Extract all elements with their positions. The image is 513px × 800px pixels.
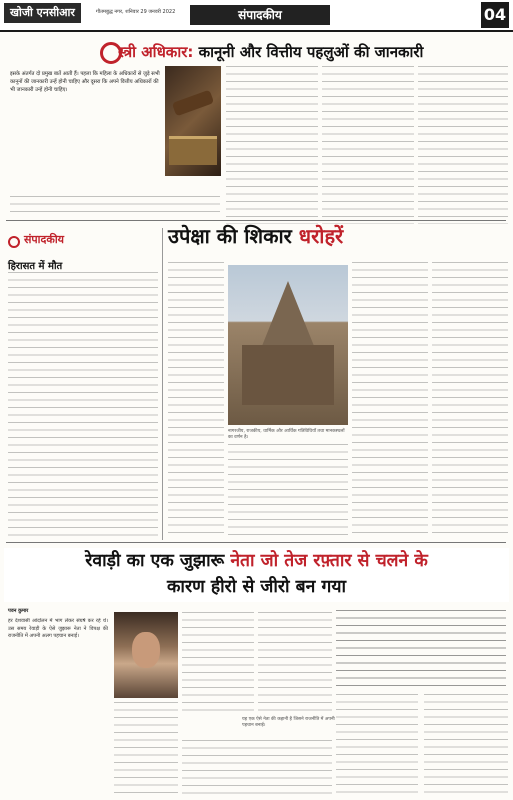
story1-headline-black: कानूनी और वित्तीय पहलुओं की जानकारी bbox=[198, 43, 424, 61]
story1-column-1 bbox=[226, 66, 318, 224]
editorial-subheading: हिरासत में मौत bbox=[8, 261, 63, 272]
editorial-dot-icon bbox=[8, 236, 20, 248]
story2-headline-black: उपेक्षा की शिकार bbox=[168, 224, 292, 248]
dateline: गौतमबुद्ध नगर, शनिवार 29 जनवरी 2022 bbox=[96, 9, 176, 15]
temple-spire-shape bbox=[260, 281, 316, 351]
story3-byline: पवन कुमार bbox=[8, 608, 29, 614]
story1-quote: इसके अंतर्गत दो प्रमुख बातें आती हैं। पहला कि महिला के अधिकारों से जुड़े सभी कानूनों की जानकारी उन्हें होनी चाहिए और दूसरा कि अपने वित्तीय अधिकारों की भी जानकारी उन्हें होनी चाहिए। bbox=[10, 71, 160, 94]
temple-photo-caption: नागरजीय, राजकीय, धार्मिक और आर्थिक गतिविधियाँ तथा मानकस्थलों का वर्णन है। bbox=[228, 429, 345, 440]
story2-column-1 bbox=[168, 262, 224, 538]
page-number: 04 bbox=[481, 2, 509, 28]
story1-column-2 bbox=[322, 66, 414, 224]
story2-headline bbox=[168, 222, 343, 249]
story3-column-5 bbox=[182, 740, 332, 794]
story1-column-3 bbox=[418, 66, 508, 224]
politician-portrait-photo bbox=[114, 612, 178, 698]
story1-headline bbox=[118, 42, 508, 62]
story1-headline-red: स्त्री अधिकार: bbox=[118, 43, 194, 61]
story2-column-3 bbox=[352, 262, 428, 538]
story2-headline-red: धरोहरें bbox=[298, 224, 344, 248]
story3-column-1: हर देशवासी आंदोलन में भाग लेकर संघर्ष कर रहे थे। उस समय रेवाड़ी के ऐसे जुझारू नेता ने विपक्ष की राजनीति में अपनी अलग पहचान बनाई। bbox=[8, 618, 108, 639]
temple-photo bbox=[228, 265, 348, 425]
section-divider-2 bbox=[6, 542, 506, 543]
story2-column-4 bbox=[432, 262, 508, 538]
gavel-head-shape bbox=[172, 90, 214, 117]
editorial-label-text: संपादकीय bbox=[24, 233, 65, 246]
story3-column-6 bbox=[336, 694, 418, 794]
story3-headline-line1: रेवाड़ी का एक जुझारू नेता जो तेज रफ़्तार से चलने के bbox=[85, 551, 428, 571]
story3-headline bbox=[4, 548, 509, 602]
story3-column-4 bbox=[258, 612, 332, 712]
portrait-face-shape bbox=[132, 632, 160, 668]
section-divider bbox=[6, 220, 506, 221]
portrait-caption: यह एक ऐसे नेता की कहानी है जिसने राजनीति में अपनी पहचान बनाई। bbox=[242, 717, 335, 728]
story3-headline-line2: कारण हीरो से जीरो बन गया bbox=[166, 577, 347, 597]
story3-column-7 bbox=[424, 694, 508, 794]
masthead bbox=[0, 0, 513, 32]
temple-body-shape bbox=[242, 345, 334, 405]
story3-column-2 bbox=[114, 702, 178, 794]
story2-column-2 bbox=[228, 444, 348, 538]
editorial-text bbox=[8, 272, 158, 538]
brand-logo: खोजी एनसीआर bbox=[4, 3, 81, 23]
story3-lead-red bbox=[336, 610, 506, 688]
editorial-label bbox=[8, 232, 88, 248]
book-shape bbox=[169, 136, 217, 165]
story1-column-4 bbox=[10, 196, 220, 218]
story3-column-3 bbox=[182, 612, 254, 712]
section-heading: संपादकीय bbox=[190, 5, 330, 25]
column-rule bbox=[162, 228, 163, 540]
gavel-photo bbox=[165, 66, 221, 176]
